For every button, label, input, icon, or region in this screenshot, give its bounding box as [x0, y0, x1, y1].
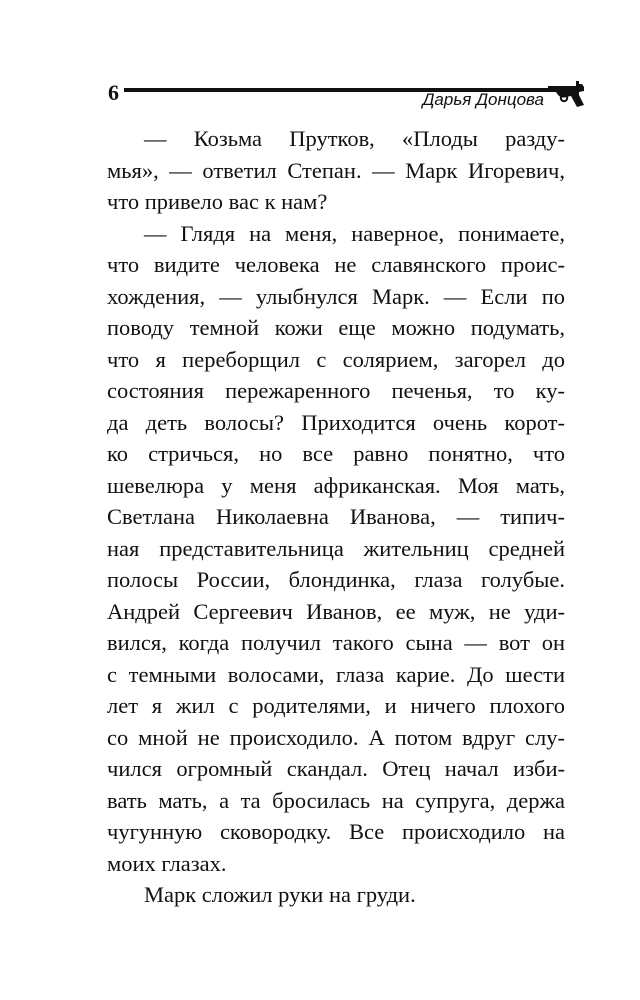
text-line: что видите человека не славянского проис- [107, 252, 565, 277]
text-line: вать мать, а та бросилась на супруга, держа [107, 787, 565, 813]
author-name: Дарья Донцова [422, 90, 544, 109]
text-line: — Глядя на меня, наверное, понимаете, [144, 220, 565, 246]
text-line: что я переборщил с солярием, загорел до [107, 346, 565, 372]
text-line: мья», — ответил Степан. — Марк Игоревич, [107, 157, 565, 183]
text-line: полосы России, блондинка, глаза голубые. [107, 567, 565, 592]
text-line: да деть волосы? Приходится очень корот- [107, 409, 565, 435]
text-line: шевелюра у меня африканская. Моя мать, [107, 472, 565, 498]
text-line: Марк сложил руки на груди. [144, 882, 416, 907]
text-line: — Козьма Прутков, «Плоды разду- [144, 126, 565, 151]
text-line: чугунную сковородку. Все происходило на [107, 819, 565, 844]
text-line: ная представительница жительниц средней [107, 535, 565, 561]
text-line: вился, когда получил такого сына — вот он [107, 630, 565, 655]
text-line: Андрей Сергеевич Иванов, ее муж, не уди- [107, 598, 565, 624]
text-line: что привело вас к нам? [107, 189, 328, 214]
text-line: со мной не происходило. А потом вдруг слу- [107, 724, 565, 750]
text-line: Светлана Николаевна Иванова, — типич- [107, 504, 565, 529]
text-line: хождения, — улыбнулся Марк. — Если по [107, 283, 565, 309]
text-line: ко стричься, но все равно понятно, что [107, 441, 565, 466]
text-line: лет я жил с родителями, и ничего плохого [107, 693, 565, 718]
revolver-icon [546, 78, 588, 108]
page-number: 6 [108, 80, 119, 105]
text-line: поводу темной кожи еще можно подумать, [107, 315, 565, 340]
text-line: моих глазах. [107, 850, 227, 876]
body-text [107, 123, 565, 911]
text-line: состояния пережаренного печенья, то ку- [107, 378, 565, 403]
text-line: с темными волосами, глаза карие. До шести [107, 661, 565, 687]
text-line: чился огромный скандал. Отец начал изби- [107, 756, 565, 781]
